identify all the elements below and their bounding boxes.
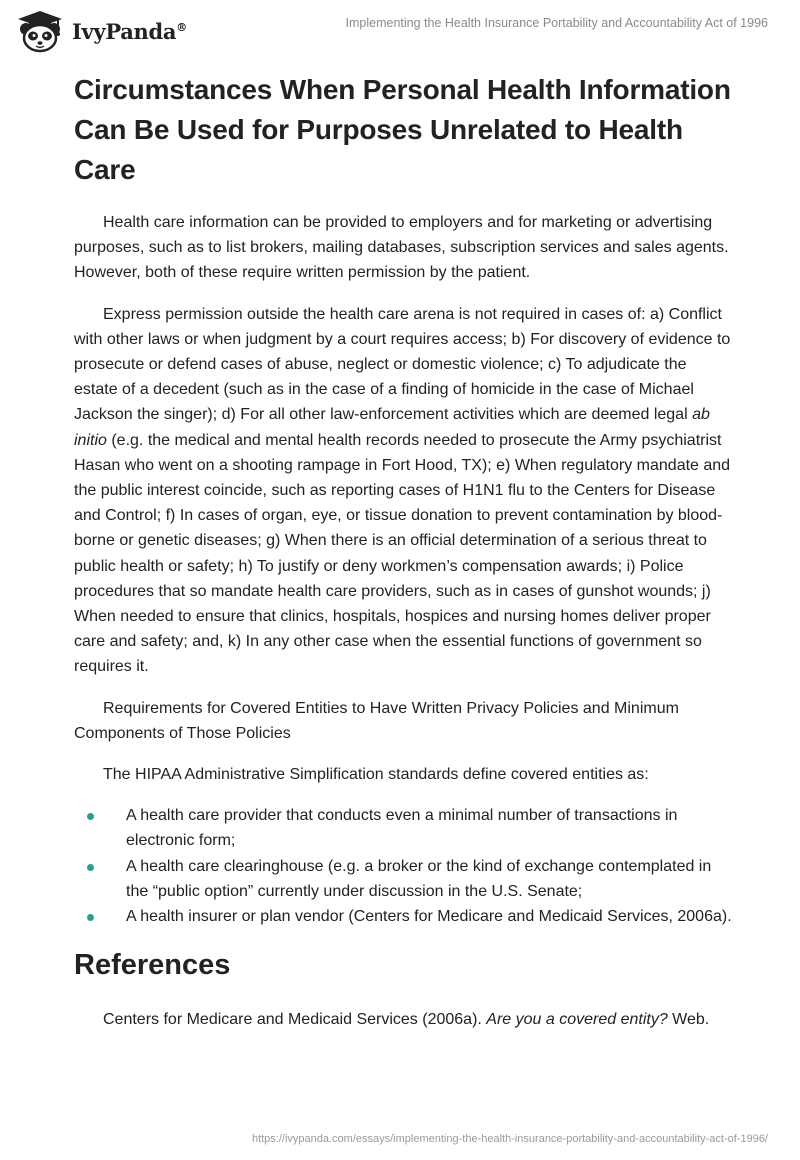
section-heading: Circumstances When Personal Health Information Can Be Used for Purposes Unrelated to Health Care <box>74 74 731 185</box>
paragraph-4: The HIPAA Administrative Simplification standards define covered entities as: <box>103 766 649 784</box>
reference-entry: Centers for Medicare and Medicaid Services (2006a). Are you a covered entity? Web. <box>103 1011 710 1029</box>
paragraph-1: Health care information can be provided to employers and for marketing or advertising purposes, such as to list brokers, mailing databases, subscription services and sales agents. However, both of these require written permission by the patient. <box>74 214 729 282</box>
document-title: Implementing the Health Insurance Portability and Accountability Act of 1996 <box>345 16 768 30</box>
paragraph-3: Requirements for Covered Entities to Have Written Privacy Policies and Minimum Components of Those Policies <box>74 699 679 742</box>
panda-graduate-icon <box>14 9 66 53</box>
covered-entities-list <box>74 803 734 929</box>
bullet-icon <box>87 914 94 921</box>
bullet-icon <box>87 813 94 820</box>
page-header <box>0 0 800 60</box>
list-item: A health care provider that conducts even a minimal number of transactions in electronic form; <box>74 803 734 853</box>
list-item: A health care clearinghouse (e.g. a broker or the kind of exchange contemplated in the “public option” currently under discussion in the U.S. Senate; <box>74 854 734 904</box>
bullet-icon <box>87 864 94 871</box>
article-body <box>74 70 734 1048</box>
source-url[interactable]: https://ivypanda.com/essays/implementing-the-health-insurance-portability-and-accountability-act-of-1996/ <box>251 1133 768 1145</box>
paragraph-2: Express permission outside the health care arena is not required in cases of: a) Conflict with other laws or when judgment by a court requires access; b) For discovery of evidence to prosecute or defend cases of abuse, neglect or domestic violence; c) To adjudicate the estate of a decedent (such as in the case of a finding of homicide in the case of Michael Jackson the singer); d) For all other law-enforcement activities which are deemed legal ab initio (e.g. the medical and mental health records needed to prosecute the Army psychiatrist Hasan who went on a shooting rampage in Fort Hood, TX); e) When regulatory mandate and the public interest coincide, such as reporting cases of H1N1 flu to the Centers for Disease and Control; f) In cases of organ, eye, or tissue donation to prevent contamination by blood-borne or genetic diseases; g) When there is an official determination of a serious threat to public health or safety; h) To justify or deny workmen’s compensation awards; i) Police procedures that so mandate health care providers, such as in cases of gunshot wounds; j) When needed to ensure that clinics, hospitals, hospices and nursing homes deliver proper care and safety; and, k) In any other case when the essential functions of government so requires it. <box>74 305 731 676</box>
references-heading: References <box>74 949 231 982</box>
logo-text: IvyPanda® <box>72 18 187 44</box>
logo[interactable] <box>14 9 187 53</box>
list-item: A health insurer or plan vendor (Centers for Medicare and Medicaid Services, 2006a). <box>74 904 734 929</box>
